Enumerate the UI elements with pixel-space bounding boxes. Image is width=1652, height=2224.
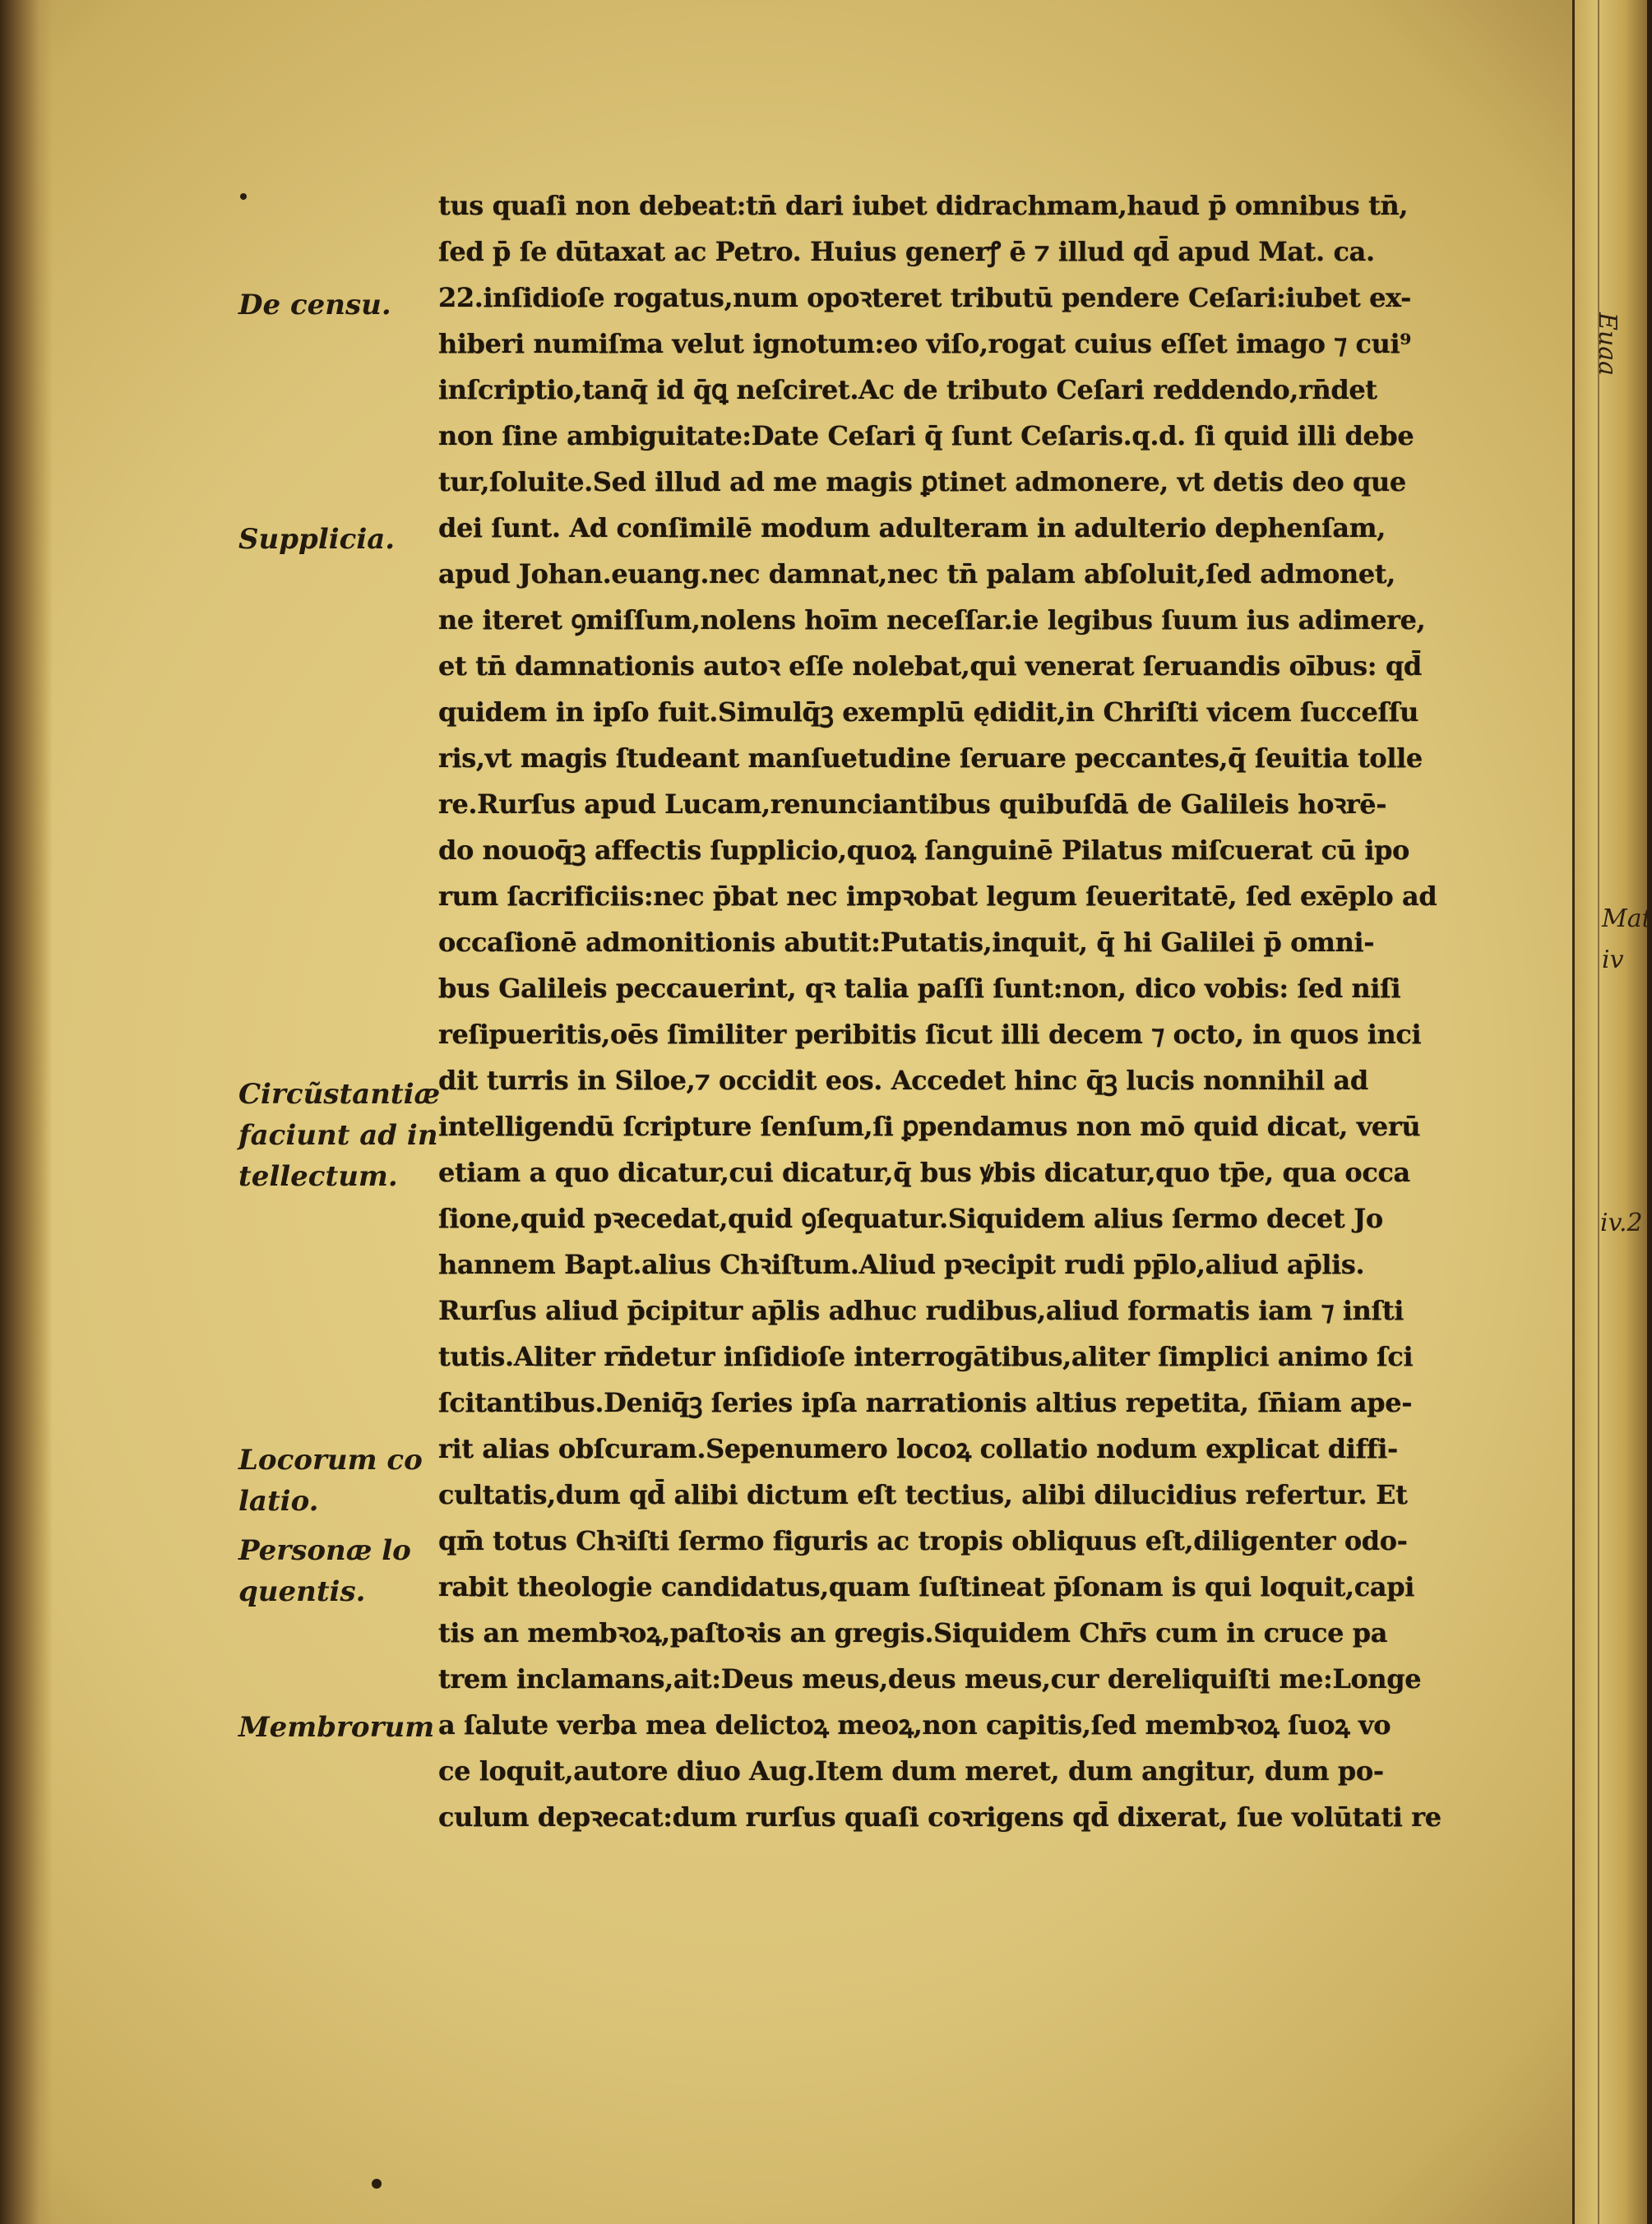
- margin-note-persone-2: quentis.: [238, 1575, 366, 1608]
- text-line: rabit theologie candidatus,quam ſuſtineat p̄ſonam is qui loquit,capi: [438, 1571, 1414, 1602]
- header-annotation-scribble: [724, 16, 1464, 156]
- text-line: a ſalute verba mea delictoꝝ meoꝝ,non capitis,ſed membꝛoꝝ ſuoꝝ vo: [438, 1709, 1391, 1741]
- text-line: ſione,quid pꝛecedat,quid ꝯſequatur.Siquidem alius ſermo decet Jo: [438, 1203, 1383, 1234]
- text-line: ſcitantibus.Deniq̄ꝫ ſeries ipſa narrationis altius repetita, ſn̄iam ape-: [438, 1387, 1413, 1418]
- ink-dot: [240, 193, 247, 200]
- text-line: tutis.Aliter rn̄detur inſidioſe interrogātibus,aliter ſimplici animo ſci: [438, 1341, 1414, 1372]
- margin-note-circumstantie-3: tellectum.: [238, 1160, 398, 1193]
- text-line: tus quaſi non debeat:tn̄ dari iubet didrachmam,haud p̄ omnibus tn̄,: [438, 190, 1409, 221]
- text-line: non ſine ambiguitate:Date Ceſari q̄ ſunt Ceſaris.q.d. ſi quid illi debe: [438, 420, 1414, 451]
- text-line: quidem in ipſo fuit.Simulq̄ꝫ exemplū ędidit,in Chriſti vicem ſucceſſu: [438, 696, 1419, 728]
- text-line: reſipueritis,oēs ſimiliter peribitis ſicut illi decem ⁊ octo, in quos inci: [438, 1019, 1422, 1050]
- text-line: hannem Bapt.alius Chꝛiſtum.Aliud pꝛecipit rudi pp̄lo,aliud ap̄lis.: [438, 1249, 1365, 1280]
- right-note-1: Euaa: [1593, 312, 1622, 376]
- margin-note-locorum-1: Locorum co: [238, 1444, 423, 1477]
- text-line: ce loquit,autore diuo Aug.Item dum meret, dum angitur, dum po-: [438, 1755, 1384, 1787]
- margin-note-membrorum: Membrorum: [238, 1711, 435, 1744]
- text-line: intelligendū ſcripture ſenſum,ſi ꝑpendamus non mō quid dicat, verū: [438, 1111, 1421, 1142]
- right-note-3: iv: [1602, 946, 1624, 974]
- right-note-2: Mat: [1602, 904, 1652, 933]
- text-line: cultatis,dum qd̄ alibi dictum eſt tectius, alibi dilucidius refertur. Et: [438, 1479, 1408, 1510]
- margin-note-circumstantie-2: faciunt ad in: [238, 1119, 438, 1152]
- text-line: hiberi numiſma velut ignotum:eo viſo,rogat cuius eſſet imago ⁊ cui⁹: [438, 328, 1411, 359]
- text-line: occaſionē admonitionis abutit:Putatis,inquit, q̄ hi Galilei p̄ omni-: [438, 927, 1375, 958]
- text-line: bus Galileis peccauerint, qꝛ talia paſſi ſunt:non, dico vobis: ſed niſi: [438, 973, 1401, 1004]
- text-line: tis an membꝛoꝝ,paſtoꝛis an gregis.Siquidem Chr̄s cum in cruce pa: [438, 1617, 1388, 1648]
- text-line: apud Johan.euang.nec damnat,nec tn̄ palam abſoluit,ſed admonet,: [438, 558, 1395, 590]
- text-line: rum ſacrificiis:nec p̄bat nec impꝛobat legum ſeueritatē, ſed exēplo ad: [438, 881, 1437, 912]
- margin-note-census: De censu.: [238, 289, 391, 321]
- text-line: rit alias obſcuram.Sepenumero locoꝝ collatio nodum explicat diffi-: [438, 1433, 1398, 1464]
- page-gutter: [0, 0, 53, 2224]
- text-line: Rurſus aliud p̄cipitur ap̄lis adhuc rudibus,aliud formatis iam ⁊ inſti: [438, 1295, 1404, 1326]
- text-line: qm̄ totus Chꝛiſti ſermo figuris ac tropis obliquus eſt,diligenter odo-: [438, 1525, 1408, 1556]
- text-line: ris,vt magis ſtudeant manſuetudine ſeruare peccantes,q̄ ſeuitia tolle: [438, 742, 1423, 774]
- right-note-4: iv.2: [1600, 1209, 1643, 1237]
- ink-dot: [372, 2179, 382, 2189]
- text-line: re.Rurſus apud Lucam,renunciantibus quibuſdā de Galileis hoꝛrē-: [438, 788, 1387, 820]
- margin-note-persone-1: Personæ lo: [238, 1534, 411, 1567]
- margin-note-locorum-2: latio.: [238, 1485, 319, 1518]
- text-line: et tn̄ damnationis autoꝛ eſſe nolebat,qui venerat ſeruandis oībus: qd̄: [438, 650, 1422, 682]
- right-margin-annotations: [1593, 312, 1652, 1258]
- text-line: dit turris in Siloe,⁊ occidit eos. Accedet hinc q̄ꝫ lucis nonnihil ad: [438, 1065, 1368, 1096]
- margin-note-supplicia: Supplicia.: [238, 523, 396, 556]
- margin-note-circumstantie-1: Circũstantiæ: [238, 1078, 441, 1111]
- text-line: ſed p̄ ſe dūtaxat ac Petro. Huius generꝭ ē ⁊ illud qd̄ apud Mat. ca.: [438, 236, 1375, 267]
- text-line: dei ſunt. Ad conſimilē modum adulteram in adulterio dephenſam,: [438, 512, 1386, 543]
- text-line: culum depꝛecat:dum rurſus quaſi coꝛrigens qd̄ dixerat, ſue volūtati re: [438, 1801, 1441, 1833]
- main-text-block: [438, 183, 1491, 1840]
- text-line: trem inclamans,ait:Deus meus,deus meus,cur dereliquiſti me:Longe: [438, 1663, 1422, 1695]
- text-line: inſcriptio,tanq̄ id q̄ꝗ neſciret.Ac de tributo Ceſari reddendo,rn̄det: [438, 374, 1377, 405]
- text-line: 22.inſidioſe rogatus,num opoꝛteret tributū pendere Ceſari:iubet ex-: [438, 282, 1412, 313]
- text-line: ne iteret ꝯmiſſum,nolens hoīm neceſſar.ie legibus ſuum ius adimere,: [438, 604, 1426, 636]
- text-line: tur,ſoluite.Sed illud ad me magis ꝑtinet admonere, vt detis deo que: [438, 466, 1406, 497]
- text-line: do nouoq̄ꝫ affectis ſupplicio,quoꝝ ſanguinē Pilatus miſcuerat cū ipo: [438, 835, 1410, 866]
- text-line: etiam a quo dicatur,cui dicatur,q̄ bus ꝟbis dicatur,quo tp̄e, qua occa: [438, 1157, 1410, 1188]
